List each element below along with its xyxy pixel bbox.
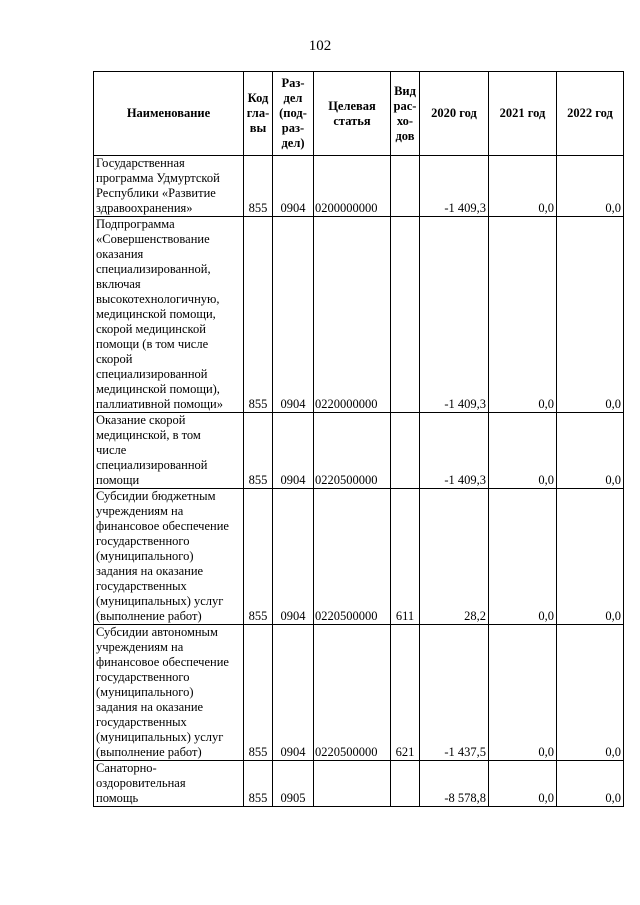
row-name-line: (выполнение работ)	[96, 745, 202, 759]
row-name-line: (муниципального)	[96, 549, 194, 563]
row-expense-type	[391, 156, 420, 217]
row-name-line: Республики «Развитие	[96, 186, 216, 200]
row-name-line: специализированной	[96, 367, 208, 381]
row-name-line: оказания	[96, 247, 144, 261]
row-name-line: задания на оказание	[96, 564, 204, 578]
row-name-line: паллиативной помощи»	[96, 397, 223, 411]
row-name	[94, 413, 244, 489]
row-2021: 0,0	[489, 489, 557, 625]
row-name-line: (муниципального)	[96, 685, 194, 699]
table-row	[94, 217, 624, 413]
row-name-line: программа Удмуртской	[96, 171, 220, 185]
row-target: 0220500000	[314, 489, 391, 625]
row-2021: 0,0	[489, 761, 557, 807]
table-row	[94, 761, 624, 807]
row-expense-type: 611	[391, 489, 420, 625]
row-name-line: задания на оказание	[96, 700, 204, 714]
row-name-line: государственного	[96, 534, 190, 548]
row-target: 0220500000	[314, 413, 391, 489]
row-section: 0904	[273, 156, 314, 217]
row-name	[94, 217, 244, 413]
table-row	[94, 489, 624, 625]
row-target: 0220000000	[314, 217, 391, 413]
row-name	[94, 625, 244, 761]
row-name-line: скорой	[96, 352, 133, 366]
header-target: Целевая статья	[314, 72, 391, 156]
row-expense-type	[391, 217, 420, 413]
table-row	[94, 156, 624, 217]
row-code: 855	[244, 489, 273, 625]
row-name-line: помощь	[96, 791, 139, 805]
header-2020: 2020 год	[420, 72, 489, 156]
row-name-line: «Совершенствование	[96, 232, 210, 246]
row-2022: 0,0	[557, 489, 624, 625]
row-section: 0904	[273, 489, 314, 625]
row-name-line: здравоохранения»	[96, 201, 193, 215]
row-name-line: помощи	[96, 473, 140, 487]
row-name-line: специализированной,	[96, 262, 211, 276]
row-name-line: (муниципальных) услуг	[96, 594, 224, 608]
row-2022: 0,0	[557, 413, 624, 489]
row-2021: 0,0	[489, 156, 557, 217]
row-name-line: финансовое обеспечение	[96, 519, 229, 533]
budget-table	[93, 71, 624, 807]
row-name-line: медицинской помощи),	[96, 382, 220, 396]
row-name	[94, 489, 244, 625]
row-2020: -1 409,3	[420, 156, 489, 217]
row-name-line: государственного	[96, 670, 190, 684]
row-name-line: включая	[96, 277, 141, 291]
header-name: Наименование	[94, 72, 244, 156]
row-expense-type	[391, 761, 420, 807]
row-2022: 0,0	[557, 156, 624, 217]
header-expense-type: Вид рас- хо- дов	[391, 72, 420, 156]
row-name	[94, 761, 244, 807]
row-2021: 0,0	[489, 217, 557, 413]
row-code: 855	[244, 217, 273, 413]
row-code: 855	[244, 156, 273, 217]
table-header-row	[94, 72, 624, 156]
header-2021: 2021 год	[489, 72, 557, 156]
row-name-line: помощи (в том числе	[96, 337, 209, 351]
row-2020: -8 578,8	[420, 761, 489, 807]
row-name-line: финансовое обеспечение	[96, 655, 229, 669]
row-name-line: медицинской помощи,	[96, 307, 216, 321]
row-name-line: государственных	[96, 579, 187, 593]
header-2022: 2022 год	[557, 72, 624, 156]
header-code: Код гла- вы	[244, 72, 273, 156]
row-name-line: оздоровительная	[96, 776, 186, 790]
row-2020: -1 409,3	[420, 217, 489, 413]
row-name-line: (выполнение работ)	[96, 609, 202, 623]
row-expense-type: 621	[391, 625, 420, 761]
row-name-line: Подпрограмма	[96, 217, 175, 231]
row-2022: 0,0	[557, 217, 624, 413]
row-name-line: учреждениям на	[96, 504, 184, 518]
row-target: 0220500000	[314, 625, 391, 761]
row-code: 855	[244, 761, 273, 807]
row-name-line: Субсидии автономным	[96, 625, 218, 639]
row-code: 855	[244, 625, 273, 761]
row-section: 0904	[273, 625, 314, 761]
row-name-line: специализированной	[96, 458, 208, 472]
row-2022: 0,0	[557, 625, 624, 761]
row-name-line: Оказание скорой	[96, 413, 186, 427]
row-section: 0905	[273, 761, 314, 807]
row-target: 0200000000	[314, 156, 391, 217]
table-row	[94, 413, 624, 489]
row-name-line: государственных	[96, 715, 187, 729]
row-name-line: высокотехнологичную,	[96, 292, 220, 306]
row-expense-type	[391, 413, 420, 489]
row-target	[314, 761, 391, 807]
row-name-line: медицинской, в том	[96, 428, 201, 442]
table-row	[94, 625, 624, 761]
row-2020: 28,2	[420, 489, 489, 625]
row-2020: -1 437,5	[420, 625, 489, 761]
row-name-line: (муниципальных) услуг	[96, 730, 224, 744]
row-name-line: Государственная	[96, 156, 185, 170]
row-2021: 0,0	[489, 413, 557, 489]
row-2021: 0,0	[489, 625, 557, 761]
header-section: Раз- дел (под- раз- дел)	[273, 72, 314, 156]
row-name-line: Санаторно-	[96, 761, 157, 775]
row-name-line: числе	[96, 443, 127, 457]
row-section: 0904	[273, 413, 314, 489]
row-name-line: Субсидии бюджетным	[96, 489, 216, 503]
row-2022: 0,0	[557, 761, 624, 807]
row-section: 0904	[273, 217, 314, 413]
row-code: 855	[244, 413, 273, 489]
row-name-line: скорой медицинской	[96, 322, 206, 336]
row-name	[94, 156, 244, 217]
row-name-line: учреждениям на	[96, 640, 184, 654]
page-number: 102	[308, 38, 332, 54]
row-2020: -1 409,3	[420, 413, 489, 489]
